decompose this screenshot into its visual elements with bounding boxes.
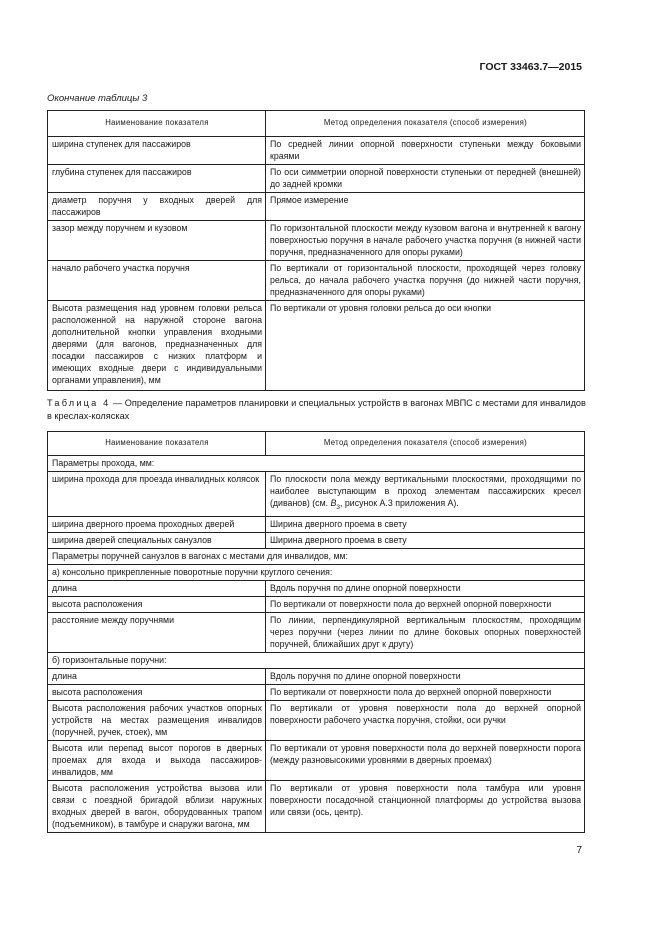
row-method: Ширина дверного проема в свету bbox=[266, 532, 585, 548]
table-row bbox=[48, 780, 585, 832]
col-header-method: Метод определения показателя (способ измерения) bbox=[266, 111, 585, 137]
method-text-end: , рисунок А.3 приложения А). bbox=[340, 498, 459, 508]
row-method: По средней линии опорной поверхности ступеньки между боковыми краями bbox=[266, 137, 585, 165]
row-name: Высота расположения рабочих участков опорных устройств на местах размещения инвалидов (поручней, ручек, стоек), мм bbox=[48, 700, 266, 740]
row-method: Вдоль поручня по длине опорной поверхности bbox=[266, 668, 585, 684]
table-row bbox=[48, 301, 585, 391]
row-name: ширина ступенек для пассажиров bbox=[48, 137, 266, 165]
table-4 bbox=[47, 431, 585, 833]
table-row bbox=[48, 261, 585, 301]
row-method: По вертикали от горизонтальной плоскости, проходящей через головку рельса, до начала рабочего участка поручня (до нижней части поручня, предназначенного для опоры руками) bbox=[266, 261, 585, 301]
row-name: длина bbox=[48, 668, 266, 684]
row-method: По вертикали от уровня поверхности пола тамбура или уровня поверхности посадочной станционной платформы до устройства вызова или связи (ось, центр). bbox=[266, 780, 585, 832]
page-number: 7 bbox=[576, 845, 582, 856]
row-method: Ширина дверного проема в свету bbox=[266, 516, 585, 532]
table4-title-text: — Определение параметров планировки и специальных устройств в вагонах МВПС с местами для инвалидов в креслах-колясках bbox=[47, 398, 586, 421]
table-row bbox=[48, 193, 585, 221]
row-method: По горизонтальной плоскости между кузовом вагона и внутренней к вагону поверхностью поручня в начале рабочего участка поручня (в нижней части поручня, предназначенного для опоры руками) bbox=[266, 221, 585, 261]
table-row bbox=[48, 516, 585, 532]
row-name: ширина прохода для проезда инвалидных колясок bbox=[48, 472, 266, 517]
table-row bbox=[48, 700, 585, 740]
table-row bbox=[48, 668, 585, 684]
row-method: По вертикали от уровня поверхности пола до верхней опорной поверхности рабочего участка поручня, стойки, оси ручки bbox=[266, 700, 585, 740]
row-name: длина bbox=[48, 580, 266, 596]
row-method bbox=[266, 472, 585, 517]
table4-title bbox=[47, 397, 587, 422]
table-row bbox=[48, 137, 585, 165]
table-row bbox=[48, 684, 585, 700]
table4-label: Таблица 4 bbox=[47, 398, 111, 408]
section-row bbox=[48, 652, 585, 668]
section-row bbox=[48, 564, 585, 580]
table-row bbox=[48, 165, 585, 193]
formula-subscript: 3 bbox=[336, 503, 341, 511]
section-handrails: Параметры поручней санузлов в вагонах с местами для инвалидов, мм: bbox=[48, 548, 585, 564]
row-name: диаметр поручня у входных дверей для пассажиров bbox=[48, 193, 266, 221]
table-row bbox=[48, 532, 585, 548]
table-row bbox=[48, 612, 585, 652]
row-name: Высота расположения устройства вызова или связи с поездной бригадой вблизи наружных входных дверей в вагон, оборудованных трапом (подъемником), в тамбуре и снаружи вагона, мм bbox=[48, 780, 266, 832]
row-method: Прямое измерение bbox=[266, 193, 585, 221]
method-text-start: По плоскости пола между вертикальными плоскостями, проходящими по наиболее выступающим в проход элементам пассажирских кресел (диванов) (см. bbox=[270, 474, 581, 508]
table-3 bbox=[47, 110, 585, 391]
table-row bbox=[48, 221, 585, 261]
section-row bbox=[48, 456, 585, 472]
row-name: Высота размещения над уровнем головки рельса расположенной на наружной стороне вагона дополнительной кнопки управления входными дверями (для вагонов, предназначенных для посадки пассажиров с низких платформ и имеющих входные двери с индивидуальными органами управления), мм bbox=[48, 301, 266, 391]
row-name: начало рабочего участка поручня bbox=[48, 261, 266, 301]
row-name: зазор между поручнем и кузовом bbox=[48, 221, 266, 261]
section-row bbox=[48, 548, 585, 564]
col-header-name: Наименование показателя bbox=[48, 111, 266, 137]
section-passage: Параметры прохода, мм: bbox=[48, 456, 585, 472]
formula-var: B bbox=[330, 498, 337, 508]
row-name: ширина дверей специальных санузлов bbox=[48, 532, 266, 548]
table3-caption: Окончание таблицы 3 bbox=[47, 93, 148, 104]
row-name: Высота или перепад высот порогов в дверных проемах для входа и выхода пассажиров-инвалидов, мм bbox=[48, 740, 266, 780]
table-header-row bbox=[48, 111, 585, 137]
table-row bbox=[48, 596, 585, 612]
row-method: По линии, перпендикулярной вертикальным плоскостям, проходящим через поручни (через линии по длине боковых опорных поверхностей поручней, ближайших друг к другу) bbox=[266, 612, 585, 652]
col-header-method: Метод определения показателя (способ измерения) bbox=[266, 432, 585, 456]
col-header-name: Наименование показателя bbox=[48, 432, 266, 456]
standard-header: ГОСТ 33463.7—2015 bbox=[479, 61, 582, 73]
row-name: расстояние между поручнями bbox=[48, 612, 266, 652]
row-method: По оси симметрии опорной поверхности ступеньки от передней (внешней) до задней кромки bbox=[266, 165, 585, 193]
row-method: По вертикали от поверхности пола до верхней опорной поверхности bbox=[266, 596, 585, 612]
row-method: Вдоль поручня по длине опорной поверхности bbox=[266, 580, 585, 596]
table-row bbox=[48, 580, 585, 596]
row-method: По вертикали от уровня поверхности пола до верхней поверхности порога (между разновысокими уровнями в дверных проемах) bbox=[266, 740, 585, 780]
row-name: глубина ступенек для пассажиров bbox=[48, 165, 266, 193]
row-name: высота расположения bbox=[48, 684, 266, 700]
table-row bbox=[48, 472, 585, 517]
row-name: ширина дверного проема проходных дверей bbox=[48, 516, 266, 532]
row-method: По вертикали от поверхности пола до верхней опорной поверхности bbox=[266, 684, 585, 700]
subsection-a: а) консольно прикрепленные поворотные поручни круглого сечения: bbox=[48, 564, 585, 580]
table-row bbox=[48, 740, 585, 780]
subsection-b: б) горизонтальные поручни: bbox=[48, 652, 585, 668]
row-method: По вертикали от уровня головки рельса до оси кнопки bbox=[266, 301, 585, 391]
row-name: высота расположения bbox=[48, 596, 266, 612]
table-header-row bbox=[48, 432, 585, 456]
